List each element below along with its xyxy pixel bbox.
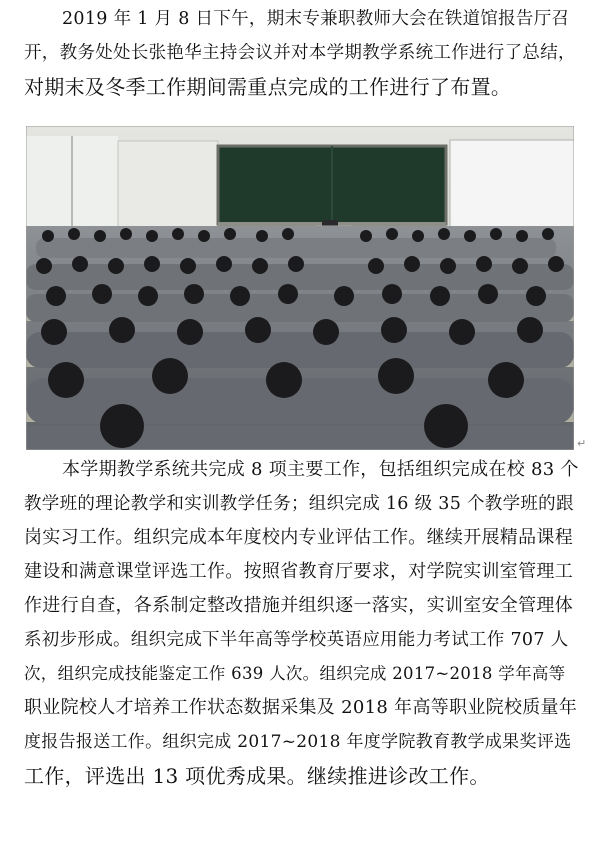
paragraph-line: 工作，评选出 13 项优秀成果。继续推进诊改工作。 [24,764,490,788]
intro-paragraph [24,2,580,104]
paragraph-line: 建设和满意课堂评选工作。按照省教育厅要求，对学院实训室管理工 [24,561,573,582]
meeting-photo [26,126,574,450]
paragraph-line: 次，组织完成技能鉴定工作 639 人次。组织完成 2017~2018 学年高等 [24,664,566,683]
paragraph-line: 度报告报送工作。组织完成 2017~2018 年度学院教育教学成果奖评选 [24,732,572,752]
paragraph-line: 职业院校人才培养工作状态数据采集及 2018 年高等职业院校质量年 [24,697,578,718]
meeting-photo-icon [26,126,574,450]
paragraph-line: 岗实习工作。组织完成本年度校内专业评估工作。继续开展精品课程 [24,527,573,548]
paragraph-line: 作进行自查，各系制定整改措施并组织逐一落实，实训室安全管理体 [24,595,573,616]
summary-paragraph [24,453,580,793]
paragraph-line: 2019 年 1 月 8 日下午，期末专兼职教师大会在铁道馆报告厅召 [62,9,570,29]
paragraph-line: 开，教务处处长张艳华主持会议并对本学期教学系统工作进行了总结， [24,43,576,63]
paragraph-line: 对期末及冬季工作期间需重点完成的工作进行了布置。 [24,75,512,99]
paragraph-line: 系初步形成。组织完成下半年高等学校英语应用能力考试工作 707 人 [24,630,569,650]
paragraph-line: 本学期教学系统共完成 8 项主要工作，包括组织完成在校 83 个 [62,459,579,480]
paragraph-line: 教学班的理论教学和实训教学任务；组织完成 16 级 35 个教学班的跟 [24,494,574,514]
paragraph-mark-icon: ↵ [577,437,587,450]
